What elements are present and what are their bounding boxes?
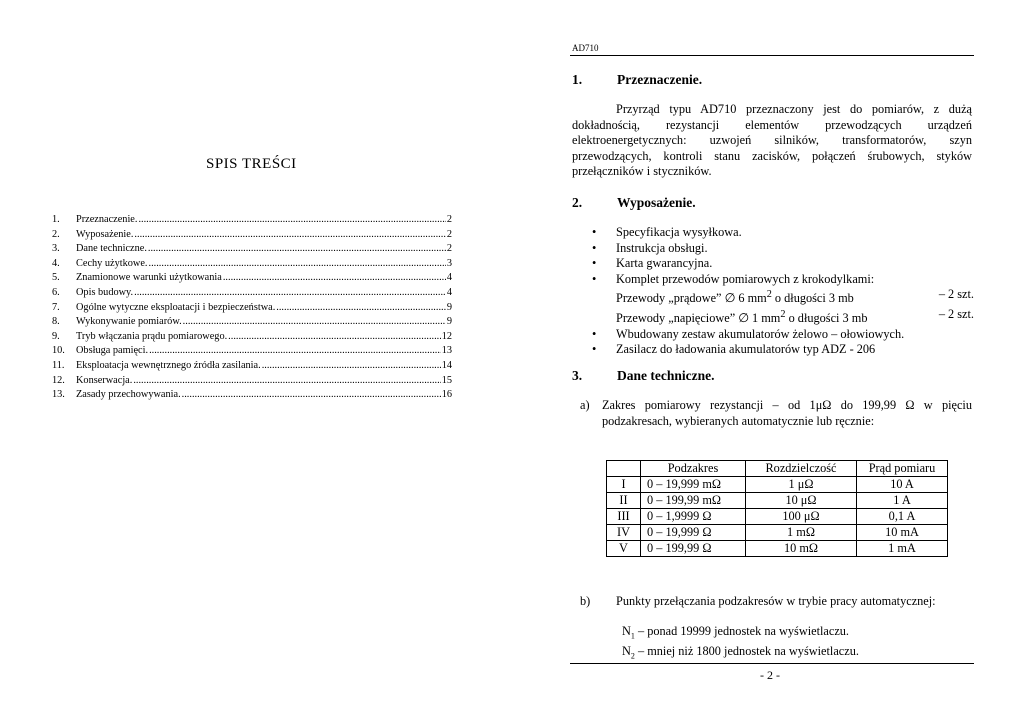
toc-entry-title: Obsługa pamięci. <box>76 345 149 357</box>
toc-entry[interactable] <box>52 213 452 228</box>
toc-entry-page: 16 <box>441 389 452 401</box>
list-item-text: Karta gwarancyjna. <box>616 256 713 271</box>
toc-entry-title: Dane techniczne. <box>76 243 147 255</box>
bullet-icon: • <box>592 256 597 271</box>
bullet-icon: • <box>592 326 597 341</box>
toc-entry-page: 12 <box>441 330 452 342</box>
switch-point-text: – mniej niż 1800 jednostek na wyświetlaczu. <box>634 644 859 659</box>
table-cell: 0 – 199,99 mΩ <box>641 493 746 509</box>
toc-entry[interactable] <box>52 257 452 272</box>
table-row <box>607 509 948 525</box>
toc-entry-page: 4 <box>446 286 452 298</box>
range-table <box>606 460 948 557</box>
table-of-contents <box>52 213 452 403</box>
toc-entry-page: 15 <box>441 374 452 386</box>
toc-entry-number: 2. <box>52 228 60 240</box>
cable-description <box>616 307 914 327</box>
table-cell: 1 mΩ <box>746 525 857 541</box>
toc-entry-page: 9 <box>446 301 452 313</box>
equipment-list <box>592 225 974 358</box>
toc-entry-page: 13 <box>441 345 452 357</box>
section-paragraph: Przyrząd typu AD710 przeznaczony jest do pomiarów, z dużą dokładnością, rezystancji elementów przewodzących urządzeń elektroenergetycznych: uzwojeń silników, transformatorów, szyn przewodzących, kontroli stanu zacisków, połączeń śrubowych, styków przełączników i styczników. <box>572 102 972 179</box>
section-number: 2. <box>572 195 583 210</box>
table-cell: III <box>607 509 641 525</box>
cable-line <box>616 287 974 307</box>
toc-entry-title: Znamionowe warunki użytkowania <box>76 272 222 284</box>
toc-entry[interactable] <box>52 344 452 359</box>
bullet-icon: • <box>592 342 597 357</box>
table-cell: 10 mΩ <box>746 541 857 557</box>
item-text: Punkty przełączania podzakresów w trybie pracy automatycznej: <box>616 594 936 608</box>
section-number: 1. <box>572 72 583 87</box>
toc-entry[interactable] <box>52 359 452 374</box>
subscript: 1 <box>630 631 635 641</box>
toc-title: SPIS TREŚCI <box>206 156 297 172</box>
table-cell: 0 – 19,999 Ω <box>641 525 746 541</box>
subscript: 2 <box>630 651 635 661</box>
toc-entry-title: Konserwacja. <box>76 374 133 386</box>
list-item-text: Instrukcja obsługi. <box>616 240 708 255</box>
toc-entry-page: 14 <box>441 359 452 371</box>
toc-dot-leader <box>134 228 445 243</box>
switch-point-text: – ponad 19999 jednostek na wyświetlaczu. <box>634 624 850 638</box>
table-cell: V <box>607 541 641 557</box>
table-row <box>607 525 948 541</box>
toc-dot-leader <box>276 301 446 316</box>
toc-entry-number: 12. <box>52 374 65 386</box>
table-cell: IV <box>607 525 641 541</box>
toc-entry-title: Ogólne wytyczne eksploatacji i bezpieczeństwa. <box>76 301 276 313</box>
cable-text: o długości 3 mb <box>771 291 854 306</box>
toc-dot-leader <box>134 286 446 301</box>
toc-entry-title: Cechy użytkowe. <box>76 257 148 269</box>
list-item <box>592 241 974 257</box>
toc-entry[interactable] <box>52 242 452 257</box>
toc-entry-number: 4. <box>52 257 60 269</box>
symbol: N <box>622 624 631 638</box>
table-cell: 10 A <box>857 477 948 493</box>
toc-entry-number: 13. <box>52 389 65 401</box>
toc-entry-number: 6. <box>52 286 60 298</box>
toc-entry[interactable] <box>52 271 452 286</box>
switch-point-line <box>622 624 859 644</box>
superscript: 2 <box>780 309 786 321</box>
superscript: 2 <box>766 289 772 301</box>
running-header: AD710 <box>572 43 599 53</box>
toc-entry-number: 3. <box>52 243 60 255</box>
table-cell: 0 – 199,99 Ω <box>641 541 746 557</box>
toc-entry-title: Opis budowy. <box>76 286 134 298</box>
toc-entry-title: Wykonywanie pomiarów. <box>76 316 182 328</box>
list-item <box>592 272 974 327</box>
toc-entry-page: 2 <box>446 228 452 240</box>
table-header-row <box>607 461 948 477</box>
toc-entry-page: 9 <box>446 316 452 328</box>
table-header-cell: Rozdzielczość <box>746 461 857 477</box>
bullet-icon: • <box>592 225 597 239</box>
toc-entry-page: 4 <box>446 272 452 284</box>
toc-entry-number: 5. <box>52 272 60 284</box>
toc-entry[interactable] <box>52 374 452 389</box>
section-number: 3. <box>572 368 583 383</box>
header-rule <box>570 55 974 56</box>
cable-quantity: – 2 szt. <box>938 287 974 302</box>
table-cell: 10 mA <box>857 525 948 541</box>
table-cell: 1 μΩ <box>746 477 857 493</box>
toc-entry-number: 9. <box>52 330 60 342</box>
table-header-cell <box>607 461 641 477</box>
table-cell: 1 A <box>857 493 948 509</box>
toc-entry[interactable] <box>52 330 452 345</box>
list-item-text: Komplet przewodów pomiarowych z krokodylkami: <box>616 271 875 286</box>
toc-dot-leader <box>183 315 446 330</box>
toc-entry-page: 2 <box>446 214 452 225</box>
table-cell: 0 – 19,999 mΩ <box>641 477 746 493</box>
toc-entry-title: Zasady przechowywania. <box>76 389 181 401</box>
spec-item-a <box>580 398 972 429</box>
toc-entry[interactable] <box>52 388 452 403</box>
table-header-cell: Podzakres <box>641 461 746 477</box>
list-item-text: Zasilacz do ładowania akumulatorów typ ADZ - 206 <box>616 342 876 357</box>
toc-dot-leader <box>133 374 440 389</box>
cable-text: o długości 3 mb <box>785 311 868 326</box>
cable-quantity: – 2 szt. <box>938 307 974 322</box>
toc-entry-number: 8. <box>52 316 60 328</box>
item-text: Zakres pomiarowy rezystancji – od 1μΩ do 199,99 Ω w pięciu podzakresach, wybieranych automatycznie lub ręcznie: <box>602 398 972 428</box>
toc-entry-title: Przeznaczenie. <box>76 214 138 225</box>
toc-dot-leader <box>138 213 445 228</box>
toc-dot-leader <box>149 344 441 359</box>
cable-description <box>616 287 914 307</box>
toc-entry-page: 3 <box>446 257 452 269</box>
switch-point-line <box>622 644 859 664</box>
table-row <box>607 493 948 509</box>
toc-entry-number: 10. <box>52 345 65 357</box>
toc-entry[interactable] <box>52 228 452 243</box>
section-heading-przeznaczenie <box>572 72 702 88</box>
toc-entry[interactable] <box>52 301 452 316</box>
table-cell: I <box>607 477 641 493</box>
table-row <box>607 477 948 493</box>
toc-dot-leader <box>223 271 446 286</box>
toc-entry-title: Tryb włączania prądu pomiarowego. <box>76 330 228 342</box>
bullet-icon: • <box>592 271 597 286</box>
toc-dot-leader <box>148 242 446 257</box>
list-item-text: Wbudowany zestaw akumulatorów żelowo – ołowiowych. <box>616 326 905 341</box>
table-cell: 100 μΩ <box>746 509 857 525</box>
toc-entry-page: 2 <box>446 243 452 255</box>
toc-entry[interactable] <box>52 286 452 301</box>
list-item <box>592 342 974 358</box>
switch-points <box>622 624 859 664</box>
symbol: N <box>622 644 631 659</box>
table-header-cell: Prąd pomiaru <box>857 461 948 477</box>
cable-text: Przewody „napięciowe” ∅ 1 mm <box>616 311 781 326</box>
page-number: - 2 - <box>760 668 780 682</box>
section-title: Przeznaczenie. <box>617 72 703 87</box>
cable-text: Przewody „prądowe” ∅ 6 mm <box>616 291 767 306</box>
bullet-icon: • <box>592 240 597 255</box>
list-item <box>592 225 974 241</box>
toc-dot-leader <box>149 257 446 272</box>
table-cell: 0 – 1,9999 Ω <box>641 509 746 525</box>
item-letter: a) <box>580 398 590 412</box>
table-cell: 1 mA <box>857 541 948 557</box>
table-cell: 10 μΩ <box>746 493 857 509</box>
item-letter: b) <box>580 594 591 608</box>
toc-entry-number: 7. <box>52 301 60 313</box>
spec-item-b <box>580 594 972 610</box>
list-item <box>592 327 974 343</box>
table-cell: II <box>607 493 641 509</box>
toc-entry-number: 11. <box>52 359 65 371</box>
toc-dot-leader <box>182 388 441 403</box>
toc-dot-leader <box>228 330 441 345</box>
table-row <box>607 541 948 557</box>
toc-entry-title: Eksploatacja wewnętrznego źródła zasilania. <box>76 359 261 371</box>
section-title: Wyposażenie. <box>617 195 696 210</box>
list-item <box>592 256 974 272</box>
section-heading-dane-techniczne <box>572 368 714 384</box>
footer-rule <box>570 663 974 664</box>
toc-entry[interactable] <box>52 315 452 330</box>
section-heading-wyposazenie <box>572 195 696 211</box>
toc-entry-number: 1. <box>52 214 60 225</box>
cable-line <box>616 307 974 327</box>
table-cell: 0,1 A <box>857 509 948 525</box>
toc-dot-leader <box>262 359 441 374</box>
section-title: Dane techniczne. <box>617 368 715 383</box>
toc-entry-title: Wyposażenie. <box>76 228 134 240</box>
list-item-text: Specyfikacja wysyłkowa. <box>616 225 742 239</box>
